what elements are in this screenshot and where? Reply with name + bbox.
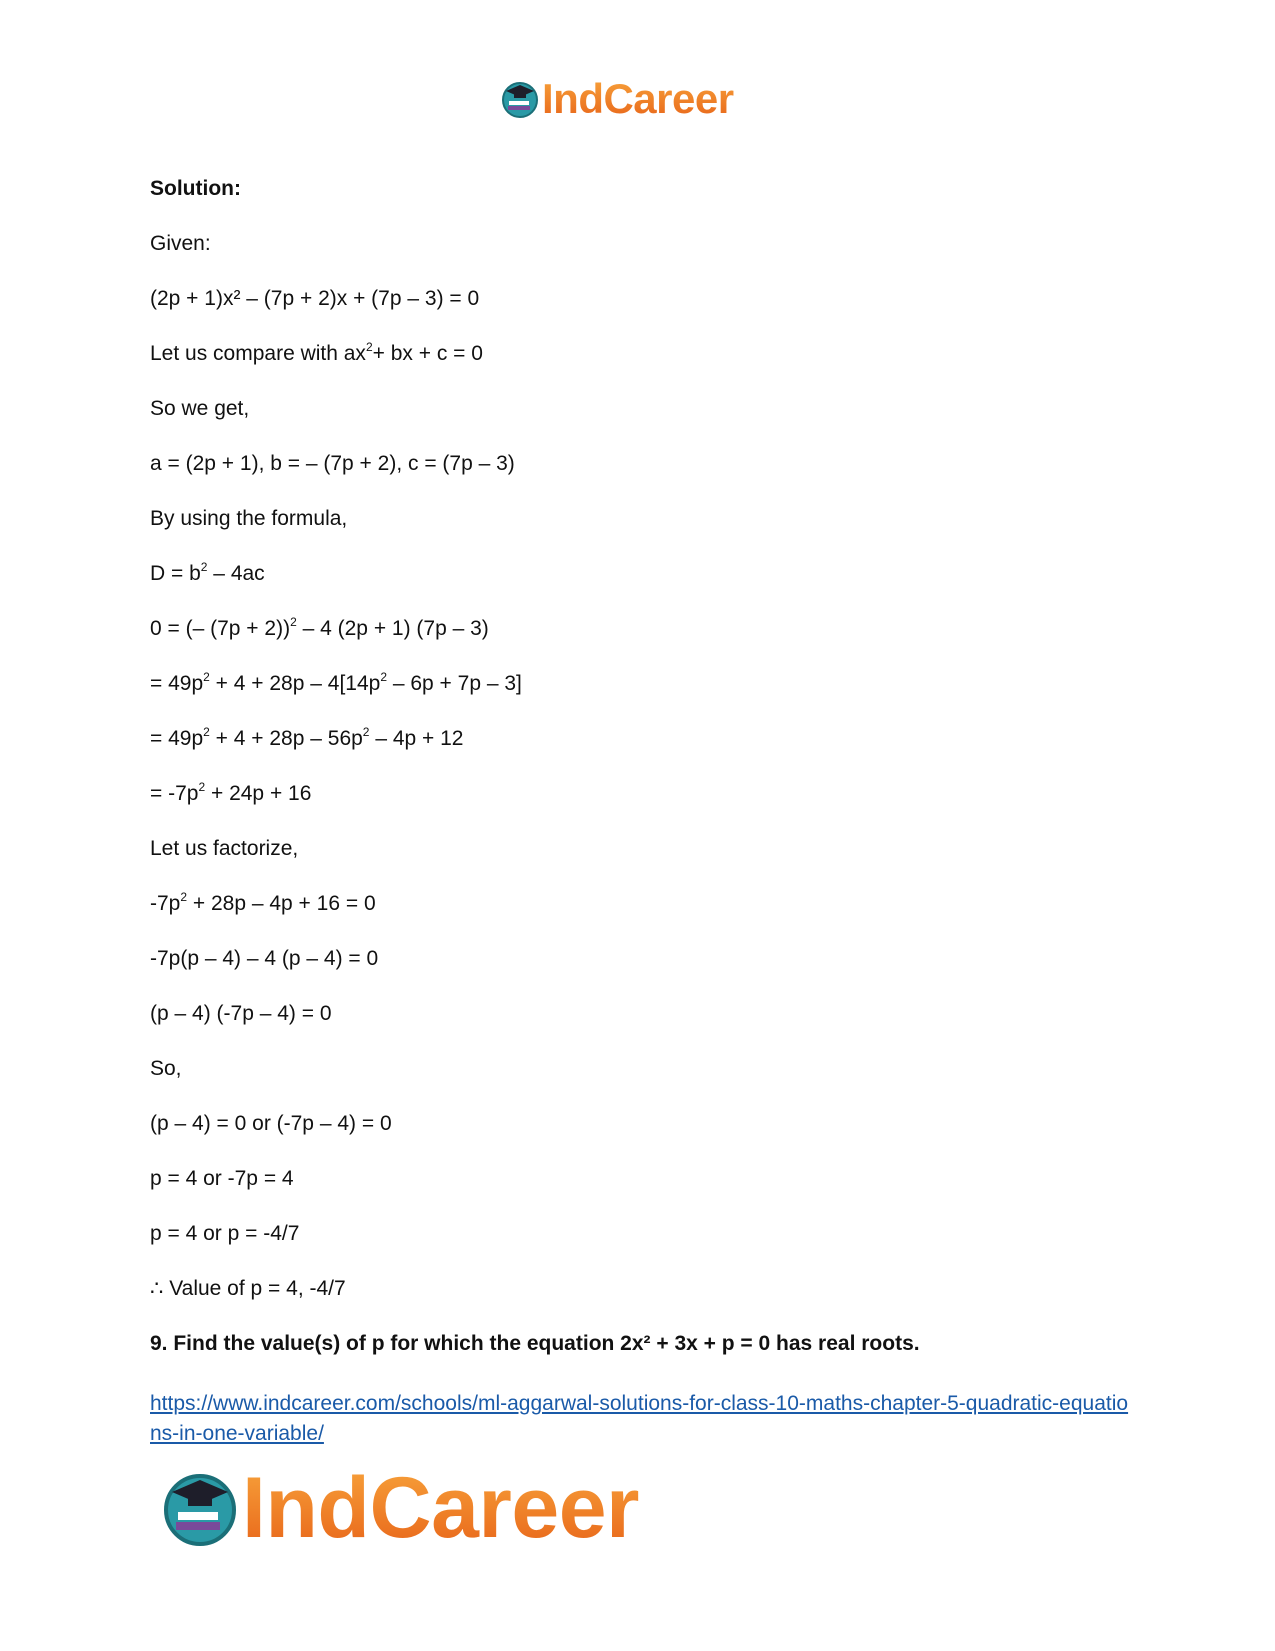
text-line: By using the formula,	[150, 507, 348, 530]
equation-line: p = 4 or p = -4/7	[150, 1222, 300, 1245]
equation-line: (p – 4) = 0 or (-7p – 4) = 0	[150, 1112, 392, 1135]
equation-line: (p – 4) (-7p – 4) = 0	[150, 1002, 332, 1025]
header-logo	[500, 75, 734, 122]
graduation-cap-globe-icon	[500, 79, 540, 119]
equation-line: (2p + 1)x² – (7p + 2)x + (7p – 3) = 0	[150, 287, 480, 310]
brand-name: IndCareer	[242, 1460, 639, 1556]
text-line: So,	[150, 1057, 182, 1080]
footer-logo	[160, 1460, 639, 1556]
source-link[interactable]: https://www.indcareer.com/schools/ml-aggarwal-solutions-for-class-10-maths-chapter-5-quadratic-equations-in-one-variable/	[150, 1392, 1129, 1445]
equation-line: $-7p^2 + 28p - 4p + 16 = 0$	[150, 890, 376, 915]
graduation-cap-globe-icon	[160, 1468, 240, 1548]
solution-heading: Solution:	[150, 177, 241, 200]
equation-line: = $-7p^2 + 24p + 16$	[150, 780, 312, 805]
document-body	[150, 176, 1130, 1449]
equation-line: -7p(p – 4) – 4 (p – 4) = 0	[150, 947, 379, 970]
text-line: So we get,	[150, 397, 250, 420]
conclusion-line: ∴ Value of p = 4, -4/7	[150, 1277, 346, 1300]
question-heading: 9. Find the value(s) of p for which the equation 2x² + 3x + p = 0 has real roots.	[150, 1332, 920, 1355]
equation-line: 0 = (– (7p + 2))$^2$ – 4 (2p + 1) (7p – 3)	[150, 615, 489, 640]
equation-line: = $49p^2 + 4 + 28p - 56p^2 - 4p + 12$	[150, 725, 464, 750]
text-line: Let us compare with $ax^2+$ bx + c = 0	[150, 340, 483, 365]
text-line: Given:	[150, 232, 211, 255]
equation-line: $D = b^2 - 4ac$	[150, 560, 265, 585]
equation-line: = $49p^2 + 4 + 28p - 4[14p^2 - 6p + 7p - 3]$	[150, 670, 522, 695]
equation-line: p = 4 or -7p = 4	[150, 1167, 294, 1190]
brand-name: IndCareer	[542, 75, 734, 122]
equation-line: a = (2p + 1), b = – (7p + 2), c = (7p – 3)	[150, 452, 515, 475]
text-line: Let us factorize,	[150, 837, 299, 860]
